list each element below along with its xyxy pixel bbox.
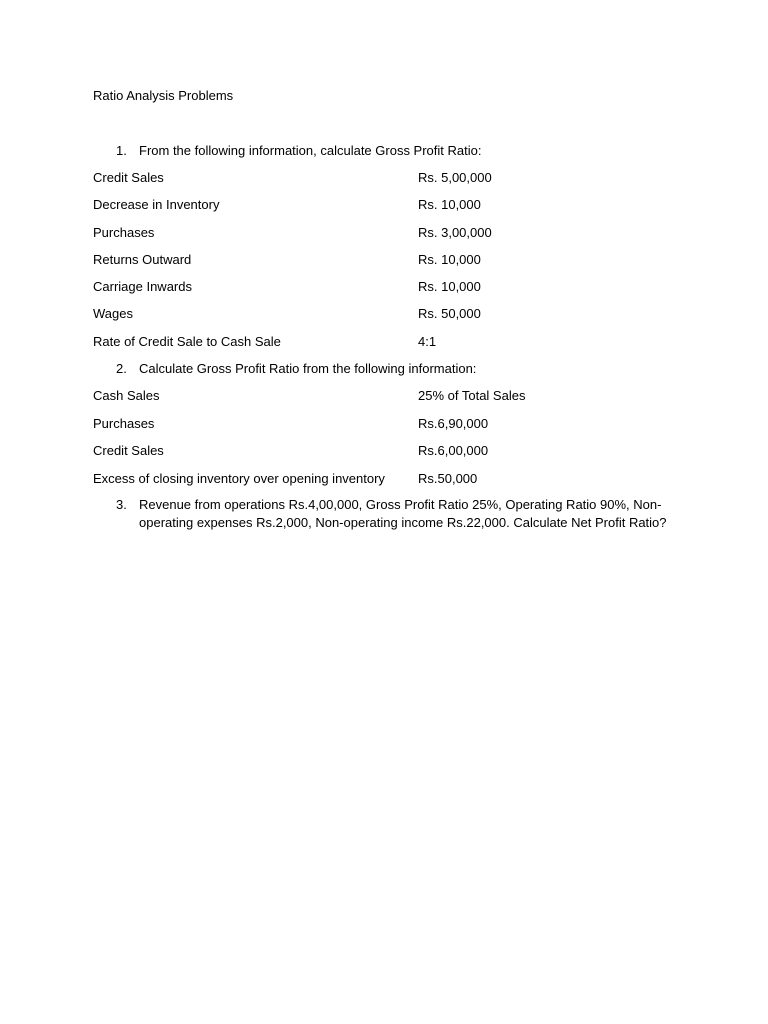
problem-text: From the following information, calculate Gross Profit Ratio: [139,143,482,158]
table-row [93,387,593,404]
row-value: Rs. 10,000 [418,252,481,267]
problem-text: Calculate Gross Profit Ratio from the following information: [139,361,477,376]
row-value: Rs. 10,000 [418,279,481,294]
problem-2 [93,360,693,378]
row-label: Credit Sales [93,170,164,185]
table-row [93,305,593,322]
table-row [93,415,593,432]
row-label: Returns Outward [93,252,192,267]
row-label: Cash Sales [93,388,160,403]
row-value: Rs.6,90,000 [418,416,489,431]
row-label: Rate of Credit Sale to Cash Sale [93,334,281,349]
table-row [93,442,593,459]
row-label: Carriage Inwards [93,279,192,294]
row-label: Excess of closing inventory over opening inventory [93,471,385,486]
row-value: Rs.6,00,000 [418,443,489,458]
document-title: Ratio Analysis Problems [93,88,234,103]
row-label: Purchases [93,416,155,431]
row-value: 25% of Total Sales [418,388,526,403]
table-row [93,224,593,241]
table-row [93,333,593,350]
row-value: Rs. 3,00,000 [418,225,492,240]
problem-number: 2. [116,361,127,376]
table-row [93,470,593,487]
table-row [93,169,593,186]
problem-number: 3. [116,497,127,512]
row-value: Rs. 5,00,000 [418,170,492,185]
problem-1 [93,142,693,160]
problem-3 [93,496,673,532]
problem-number: 1. [116,143,127,158]
table-row [93,278,593,295]
row-value: Rs. 10,000 [418,197,481,212]
row-value: Rs.50,000 [418,471,478,486]
row-value: Rs. 50,000 [418,306,481,321]
row-label: Credit Sales [93,443,164,458]
table-row [93,251,593,268]
row-label: Purchases [93,225,155,240]
row-value: 4:1 [418,334,437,349]
table-row [93,196,593,213]
row-label: Wages [93,306,133,321]
row-label: Decrease in Inventory [93,197,220,212]
problem-text: Revenue from operations Rs.4,00,000, Gross Profit Ratio 25%, Operating Ratio 90%, Non-operating expenses Rs.2,000, Non-operating income Rs.22,000. Calculate Net Profit Ratio? [139,497,667,530]
